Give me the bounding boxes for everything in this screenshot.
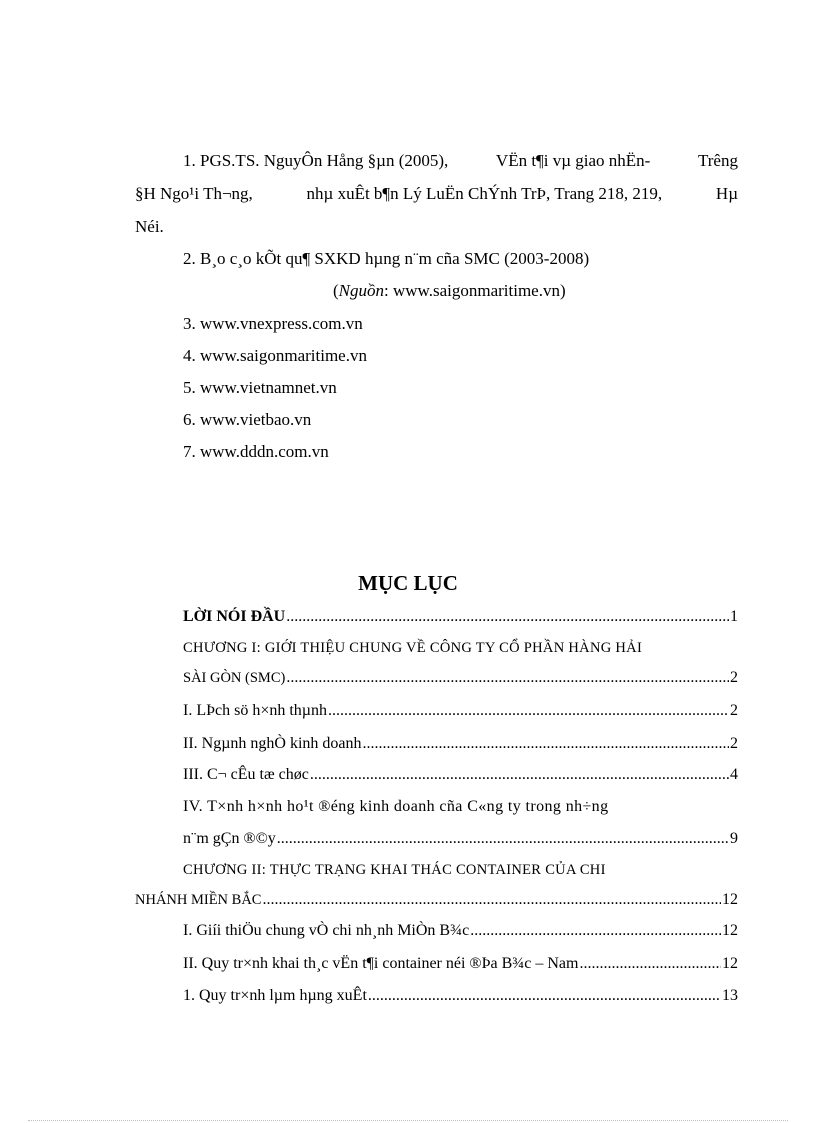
toc-page-number: 12 — [722, 922, 738, 939]
toc-chapter-1-heading[interactable]: CHƯƠNG I: GIỚI THIỆU CHUNG VỀ CÔNG TY CỔ PHẦN HÀNG HẢI — [183, 640, 643, 656]
toc-row-section-3[interactable] — [183, 764, 738, 786]
toc-title: MỤC LỤC — [358, 571, 458, 595]
toc-label: III. C¬ cÊu tæ chøc — [183, 766, 309, 783]
toc-row-chapter-1[interactable] — [183, 667, 738, 689]
toc-label: SÀI GÒN (SMC) — [183, 670, 286, 686]
toc-page-number: 2 — [730, 669, 738, 686]
toc-row-chapter-2-section-1[interactable] — [183, 920, 738, 942]
page-bottom-divider — [28, 1120, 788, 1121]
reference-1-part-d: §H Ngo¹i Th¬ng, — [135, 184, 253, 203]
dot-leader — [277, 828, 729, 850]
toc-row-section-1[interactable] — [183, 700, 738, 722]
toc-label: NHÁNH MIỀN BẮC — [135, 892, 262, 908]
dot-leader — [286, 667, 729, 689]
toc-page-number: 4 — [730, 766, 738, 783]
source-label: Nguồn — [338, 281, 385, 300]
source-url: : www.saigonmaritime.vn) — [384, 281, 566, 300]
toc-page-number: 9 — [730, 830, 738, 847]
reference-3: 3. www.vnexpress.com.vn — [183, 314, 363, 333]
reference-6: 6. www.vietbao.vn — [183, 410, 312, 429]
dot-leader — [262, 889, 721, 911]
dot-leader — [470, 920, 721, 942]
dot-leader — [579, 953, 721, 975]
dot-leader — [310, 764, 729, 786]
toc-row-section-4[interactable] — [183, 828, 738, 850]
toc-page-number: 2 — [730, 702, 738, 719]
toc-row-chapter-2-section-2[interactable] — [183, 953, 738, 975]
reference-1-part-f: Hµ — [715, 184, 738, 203]
reference-2: 2. B¸o c¸o kÕt qu¶ SXKD hµng n¨m cña SMC (2003-2008) — [183, 249, 590, 268]
toc-label: n¨m gÇn ®©y — [183, 830, 276, 847]
reference-7: 7. www.dddn.com.vn — [183, 442, 329, 461]
dot-leader — [328, 700, 729, 722]
reference-4: 4. www.saigonmaritime.vn — [183, 346, 367, 365]
toc-label: LỜI NÓI ĐẦU — [183, 608, 286, 625]
toc-row-chapter-2[interactable] — [135, 889, 738, 911]
toc-row-preface[interactable] — [183, 606, 738, 628]
toc-page-number: 12 — [722, 955, 738, 972]
reference-1-line-1 — [183, 150, 738, 172]
toc-label: II. Quy tr×nh khai th¸c vËn t¶i container néi ®Þa B¾c – Nam — [183, 955, 579, 972]
reference-1-line-3: Néi. — [135, 217, 164, 236]
toc-chapter-2-heading[interactable]: CHƯƠNG II: THỰC TRẠNG KHAI THÁC CONTAINER CỦA CHI — [183, 862, 606, 878]
reference-1-line-2 — [135, 183, 738, 205]
reference-1-part-b: VËn t¶i vµ giao nhËn- — [495, 151, 651, 170]
reference-1-part-c: Trêng — [697, 151, 738, 170]
reference-1-part-a: 1. PGS.TS. NguyÔn Hång §µn (2005), — [183, 151, 449, 170]
toc-page-number: 12 — [722, 891, 738, 908]
reference-2-source — [333, 280, 566, 302]
toc-row-section-2[interactable] — [183, 733, 738, 755]
toc-label: 1. Quy tr×nh lµm hµng xuÊt — [183, 987, 367, 1004]
toc-page-number: 1 — [730, 608, 738, 625]
toc-page-number: 13 — [722, 987, 738, 1004]
dot-leader — [368, 985, 721, 1007]
toc-label: I. LÞch sö h×nh thµnh — [183, 702, 328, 719]
toc-label: II. Ngµnh nghÒ kinh doanh — [183, 735, 362, 752]
dot-leader — [286, 606, 729, 628]
dot-leader — [363, 733, 729, 755]
toc-section-4-heading[interactable]: IV. T×nh h×nh ho¹t ®éng kinh doanh cña C«ng ty trong nh÷ng — [183, 798, 609, 815]
reference-5: 5. www.vietnamnet.vn — [183, 378, 337, 397]
reference-1-part-e: nhµ xuÊt b¶n Lý LuËn ChÝnh TrÞ, Trang 218, 219, — [306, 184, 663, 203]
toc-label: I. Giíi thiÖu chung vÒ chi nh¸nh MiÒn B¾c — [183, 922, 470, 939]
source-open-paren: ( — [333, 281, 339, 300]
toc-row-chapter-2-section-3[interactable] — [183, 985, 738, 1007]
toc-page-number: 2 — [730, 735, 738, 752]
